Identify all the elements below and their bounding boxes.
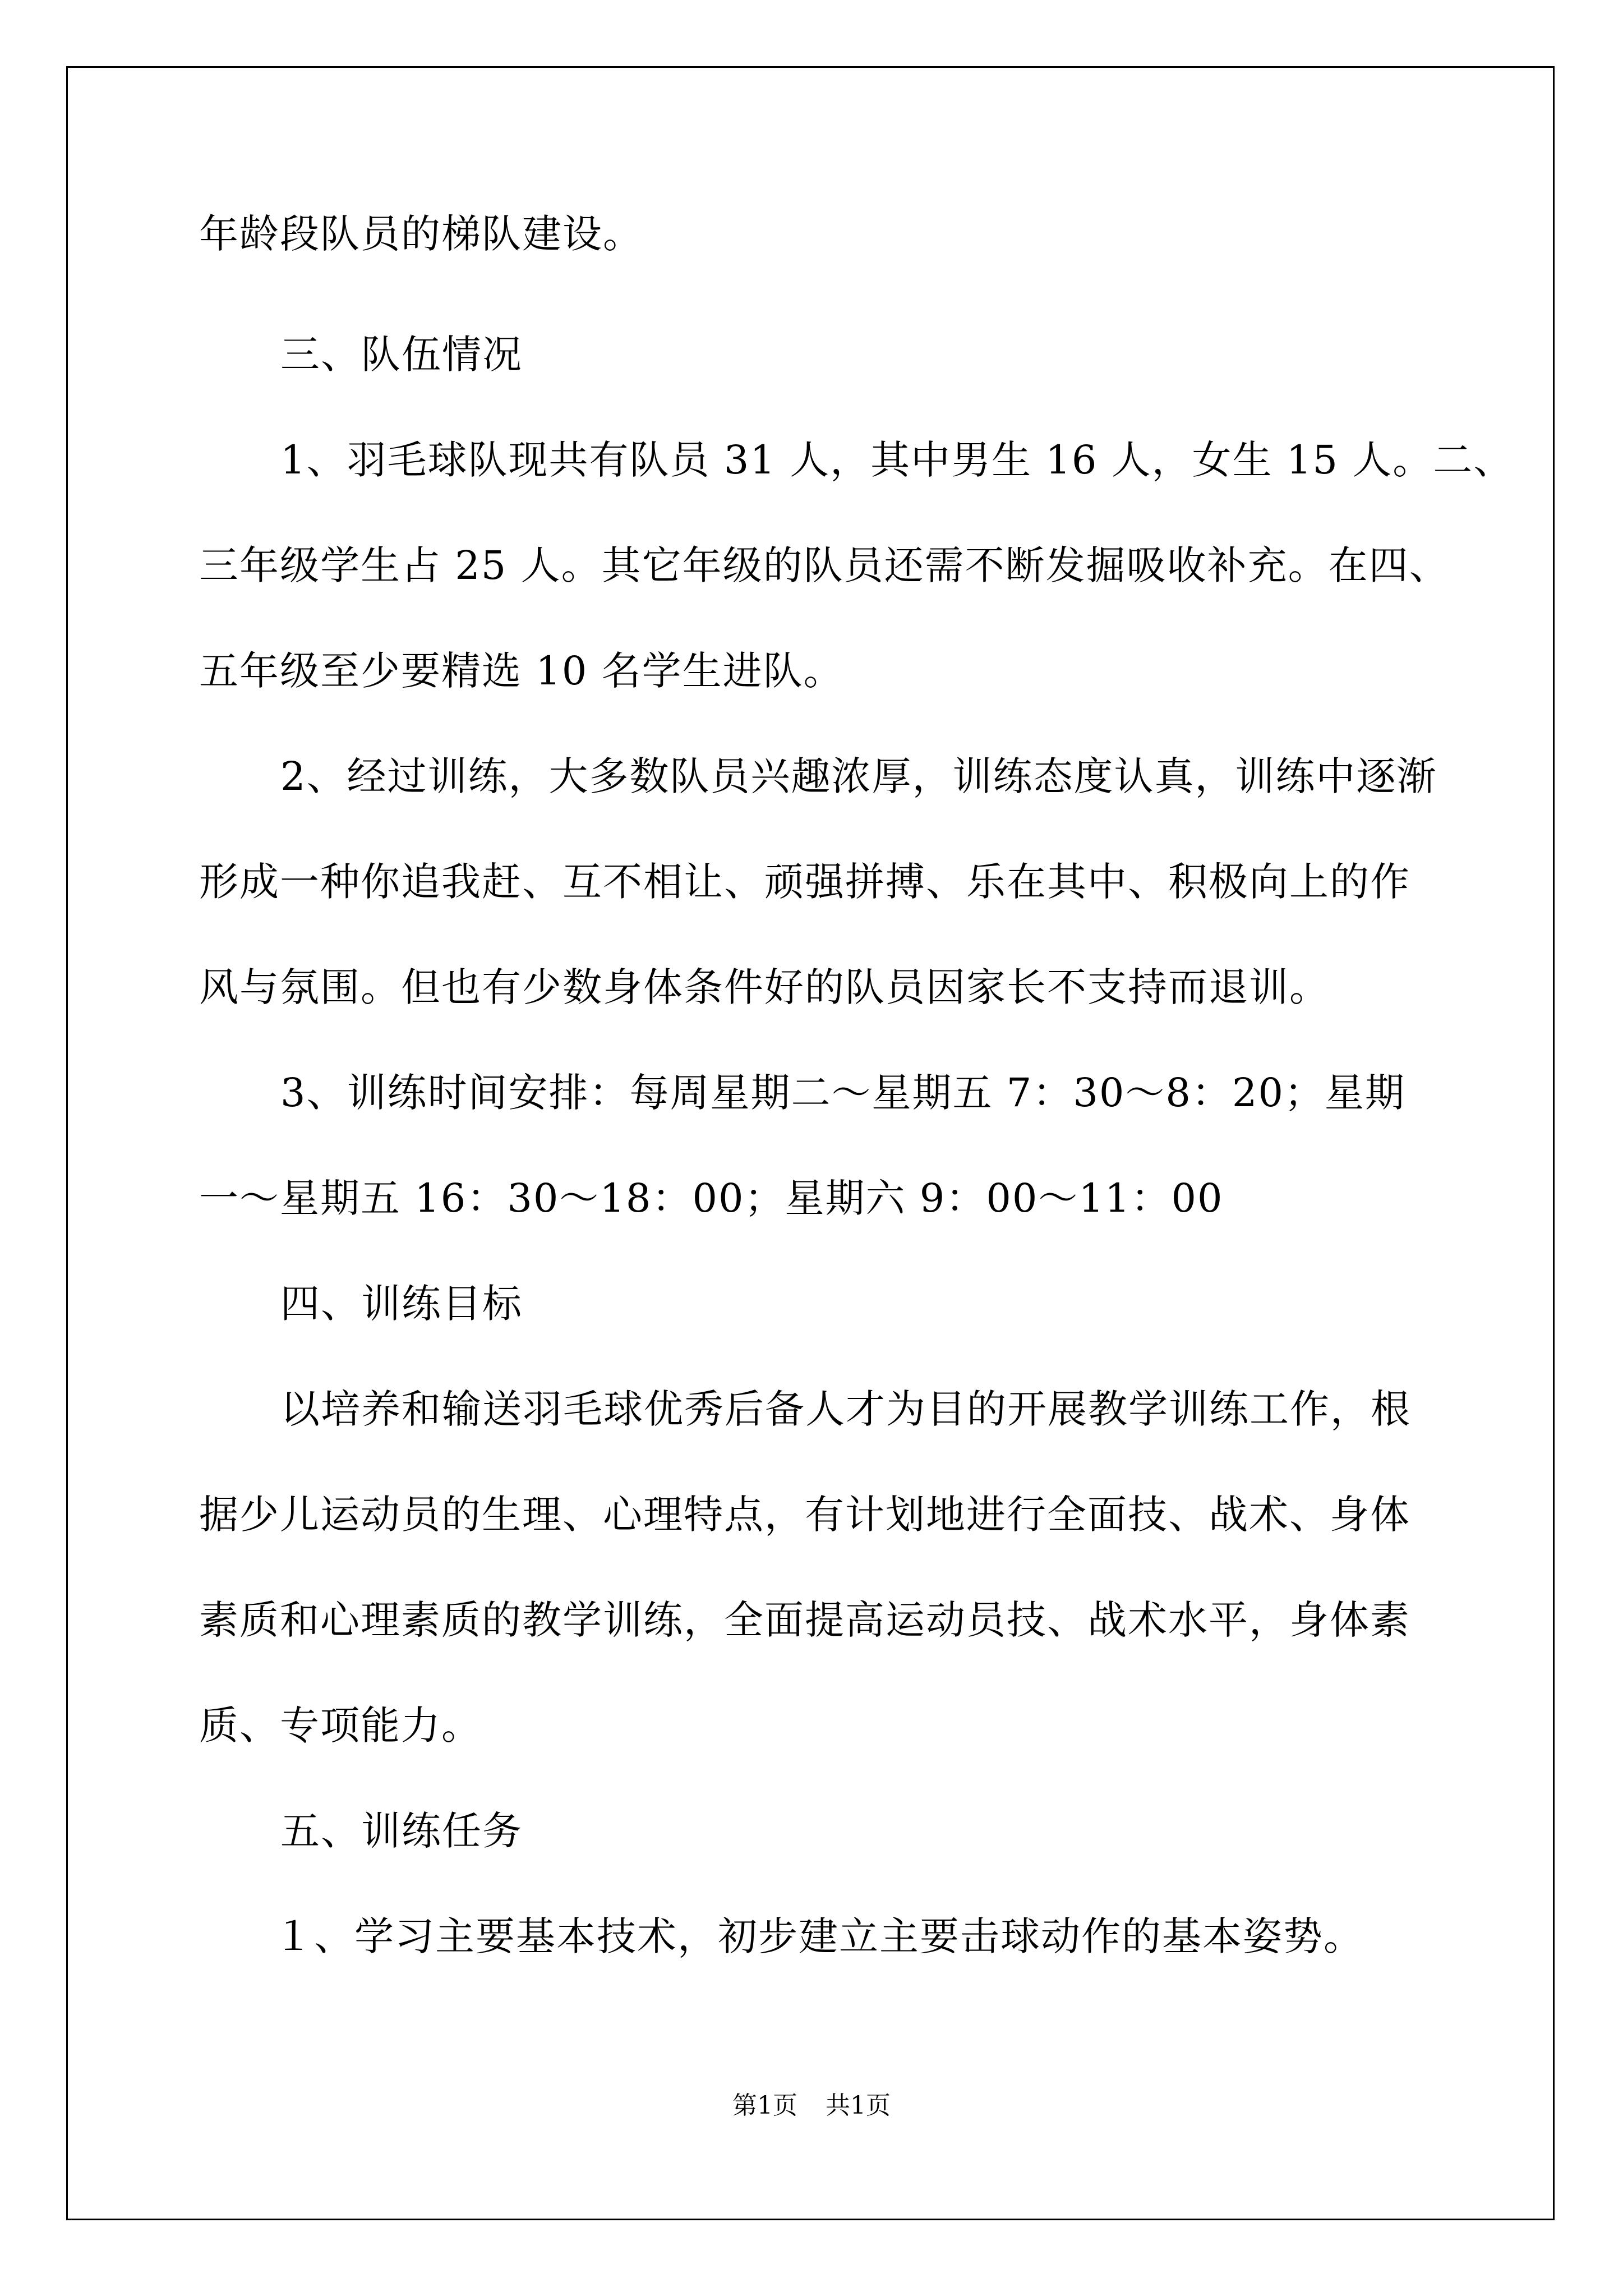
paragraph-line: 2、经过训练，大多数队员兴趣浓厚，训练态度认真，训练中逐渐	[280, 753, 1437, 799]
section-heading: 三、队伍情况	[280, 332, 523, 378]
paragraph-line: 年龄段队员的梯队建设。	[199, 211, 643, 257]
paragraph-line: 形成一种你追我赶、互不相让、顽强拼搏、乐在其中、积极向上的作	[199, 859, 1410, 905]
paragraph-line: 三年级学生占 25 人。其它年级的队员还需不断发掘吸收补充。在四、	[199, 542, 1450, 588]
paragraph-line: 风与氛围。但也有少数身体条件好的队员因家长不支持而退训。	[199, 964, 1330, 1010]
section-heading: 五、训练任务	[280, 1808, 523, 1854]
paragraph-line: 五年级至少要精选 10 名学生进队。	[199, 648, 844, 694]
page-footer	[0, 2085, 1623, 2121]
paragraph-line: 1、羽毛球队现共有队员 31 人，其中男生 16 人，女生 15 人。二、	[280, 437, 1514, 483]
paragraph-line: 素质和心理素质的教学训练，全面提高运动员技、战术水平，身体素	[199, 1597, 1410, 1643]
paragraph-line: 以培养和输送羽毛球优秀后备人才为目的开展教学训练工作，根	[280, 1386, 1411, 1432]
paragraph-line: 据少儿运动员的生理、心理特点，有计划地进行全面技、战术、身体	[199, 1492, 1410, 1538]
paragraph-line: 质、专项能力。	[199, 1703, 482, 1749]
paragraph-line: 一～星期五 16：30～18：00；星期六 9：00～11：00	[199, 1175, 1224, 1221]
paragraph-line: 3、训练时间安排：每周星期二～星期五 7：30～8：20；星期	[280, 1070, 1406, 1116]
page-number: 第1页	[732, 2091, 797, 2120]
section-heading: 四、训练目标	[280, 1281, 523, 1327]
page-total: 共1页	[826, 2091, 891, 2120]
page-border	[66, 66, 1555, 2220]
paragraph-line: １、学习主要基本技术，初步建立主要击球动作的基本姿势。	[274, 1913, 1364, 1959]
